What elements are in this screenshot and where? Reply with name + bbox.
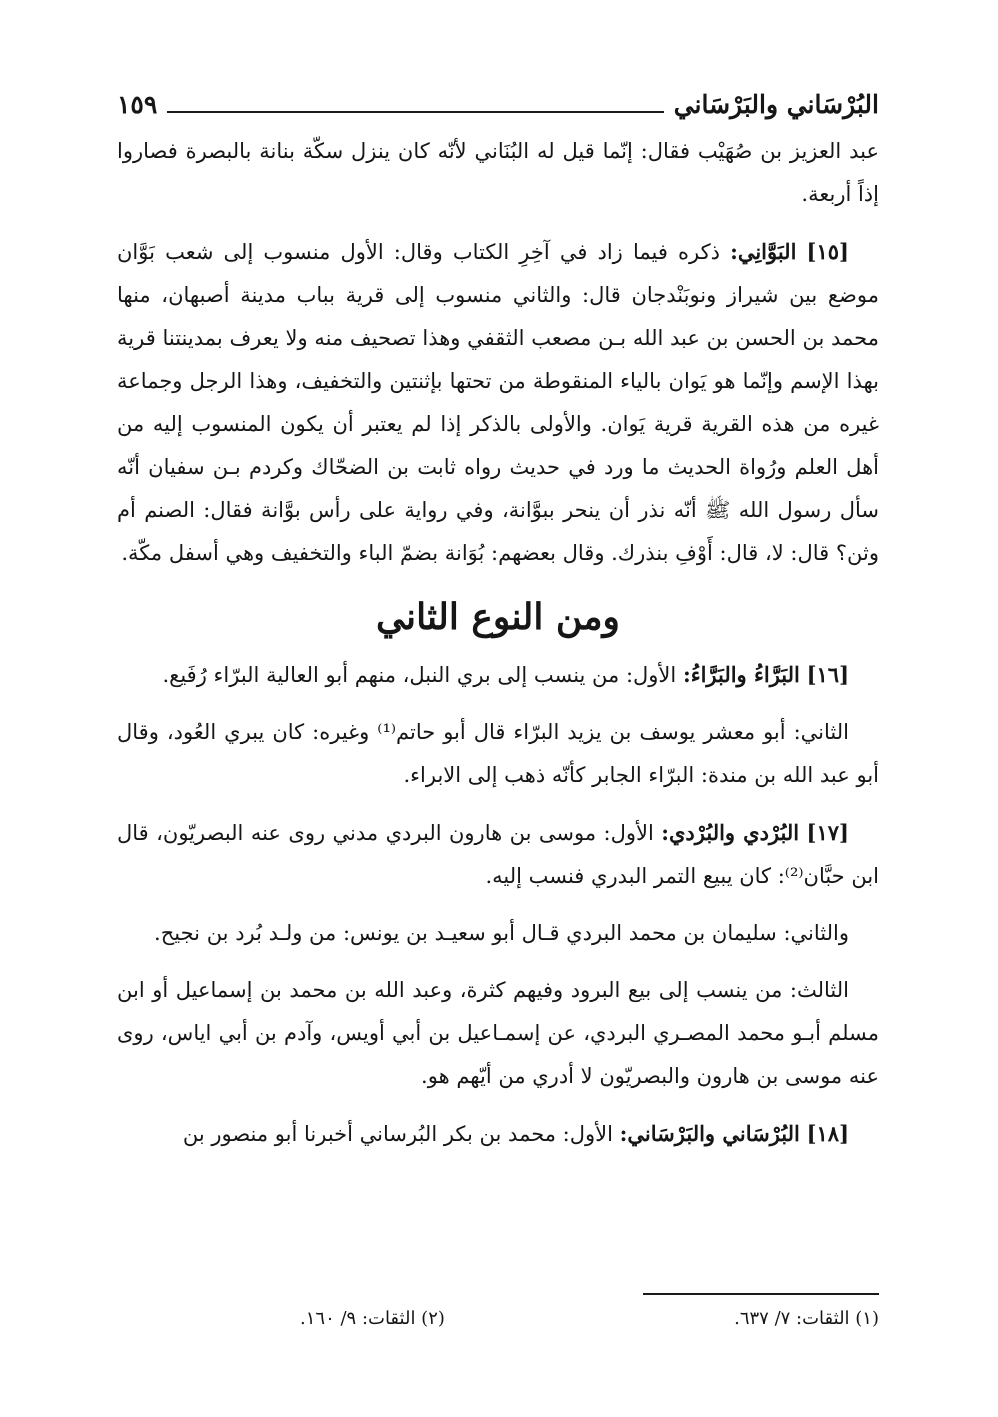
entry-name: البَوَّانِي:	[730, 239, 797, 264]
paragraph-text: الثاني: أبو معشر يوسف بن يزيد البرّاء قال أبو حاتم⁽¹⁾ وغيره: كان يبري العُود، وقال أبو عبد الله بن مندة: البرّاء الجابر كأنّه ذهب إلى الابراء.	[117, 720, 879, 787]
footnote-rule	[643, 1293, 879, 1295]
paragraph-continuation	[117, 130, 879, 216]
entry-text: ذكره فيما زاد في آخِرِ الكتاب وقال: الأول منسوب إلى شعب بَوَّان موضع بين شيراز ونوبَنْدجان قال: والثاني منسوب إلى قرية بباب مدينة أصبهان، منها محمد بن الحسن بن عبد الله بـن مصعب الثقفي وهذا تصحيف منه ولا يعرف بمدينتنا قرية بهذا الإسم وإنّما هو يَوان بالياء المنقوطة من تحتها بإثنتين والتخفيف، وهذا الرجل وجماعة غيره من هذه القرية قرية يَوان. والأولى بالذكر إذا لم يعتبر أن يكون المنسوب إليه من أهل العلم ورُواة الحديث ما ورد في حديث رواه ثابت بن الضحّاك وكردم بـن سفيان أنّه سأل رسول الله ﷺ أنّه نذر أن ينحر ببوَّانة، وفي رواية على رأس بوَّانة فقال: الصنم أم وثن؟ قال: لا، قال: أَوْفِ بنذرك. وقال بعضهم: بُوَانة بضمّ الباء والتخفيف وهي أسفل مكّة.	[117, 240, 879, 565]
entry-16-second	[117, 711, 879, 797]
entry-number: [١٧]	[806, 820, 849, 845]
page-number: ١٥٩	[117, 89, 158, 119]
footnote-1: (١) الثقات: ٧/ ٦٣٧.	[734, 1308, 879, 1329]
header-rule	[167, 111, 663, 113]
entry-text: الأول: من ينسب إلى بري النبل، منهم أبو العالية البرّاء رُفَيع.	[162, 663, 677, 687]
entry-name: البَرَّاءُ والبَرَّاءُ:	[682, 662, 800, 687]
entry-name: البُرْسَاني والبَرْسَاني:	[619, 1121, 800, 1146]
entry-number: [١٥]	[806, 239, 849, 264]
entry-17-second	[117, 912, 879, 955]
running-header	[117, 84, 879, 124]
entry-17-third	[117, 969, 879, 1098]
entry-15	[117, 230, 879, 575]
entry-18	[117, 1112, 879, 1156]
page-body	[117, 84, 879, 1170]
footnote-2: (٢) الثقات: ٩/ ١٦٠.	[300, 1308, 445, 1329]
section-heading: ومن النوع الثاني	[376, 596, 620, 638]
entry-16	[117, 653, 879, 697]
entry-text: الأول: محمد بن بكر البُرساني أخبرنا أبو منصور بن	[182, 1122, 613, 1146]
entry-name: البُرْدي والبُرْدي:	[661, 820, 800, 845]
entry-number: [١٦]	[806, 662, 849, 687]
entry-number: [١٨]	[806, 1121, 849, 1146]
entry-17	[117, 811, 879, 898]
entry-text: الأول: موسى بن هارون البردي مدني روى عنه البصريّون، قال ابن حبَّان⁽²⁾: كان يبيع التمر البدري فنسب إليه.	[117, 821, 879, 888]
paragraph-text: عبد العزيز بن صُهَيْب فقال: إنّما قيل له البُنَاني لأنّه كان ينزل سكّة بنانة بالبصرة فصاروا إذاً أربعة.	[117, 139, 879, 206]
header-title: البُرْسَاني والبَرْسَاني	[673, 89, 879, 119]
paragraph-text: الثالث: من ينسب إلى بيع البرود وفيهم كثرة، وعبد الله بن محمد بن إسماعيل أو ابن مسلم أبـو محمد المصـري البردي، عن إسمـاعيل بن أبي أويس، وآدم بن أبي اياس، روى عنه موسى بن هارون والبصريّون لا أدري من أيّهم هو.	[117, 978, 879, 1088]
paragraph-text: والثاني: سليمان بن محمد البردي قـال أبو سعيـد بن يونس: من ولـد بُرد بن نجيح.	[154, 921, 849, 945]
footnotes	[300, 1306, 879, 1332]
